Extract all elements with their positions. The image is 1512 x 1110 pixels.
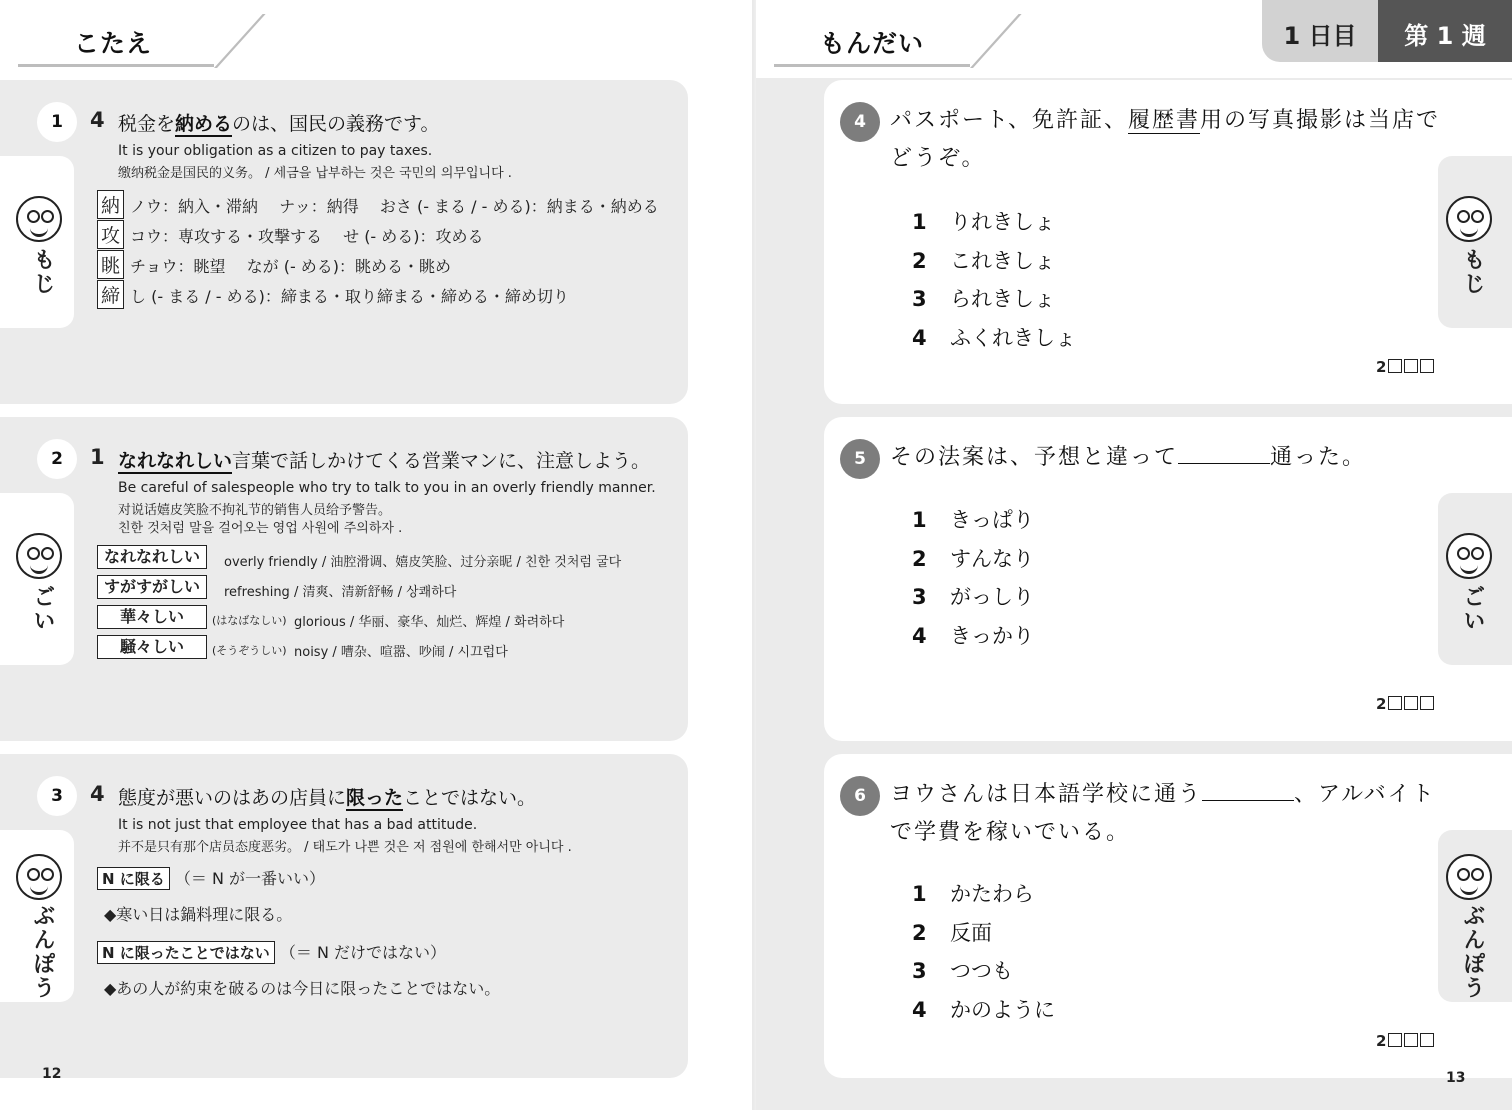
answer-option[interactable]: 1 りれきしょ bbox=[912, 210, 1055, 234]
question-card-5 bbox=[824, 417, 1512, 741]
squirrel-icon bbox=[1446, 533, 1492, 579]
squirrel-icon bbox=[16, 533, 62, 579]
question-number: 2 bbox=[37, 439, 77, 479]
vocab-meaning: overly friendly / 油腔滑调、嬉皮笑脸、过分亲昵 / 친한 것처럼 굴다 bbox=[224, 555, 622, 570]
zh-translation: 对说话嬉皮笑脸不拘礼节的销售人员给予警告。 bbox=[118, 503, 392, 518]
answer-header-title: こたえ bbox=[74, 29, 153, 58]
answer-sentence: 態度が悪いのはあの店員に限ったことではない。 bbox=[118, 787, 537, 809]
answer-header bbox=[18, 14, 248, 66]
answer-card-2 bbox=[0, 417, 688, 741]
section-tab-bunpou: ぶんぽう bbox=[1438, 830, 1512, 1002]
answer-option[interactable]: 1 かたわら bbox=[912, 882, 1034, 906]
answer-number: 1 bbox=[90, 445, 105, 469]
vocab-word: 騒々しい bbox=[97, 635, 207, 659]
question-number: 6 bbox=[840, 776, 880, 816]
owl-icon bbox=[16, 196, 62, 242]
vocab-meaning: noisy / 嘈杂、喧嚣、吵闹 / 시끄럽다 bbox=[294, 645, 508, 660]
answer-card-3 bbox=[0, 754, 688, 1078]
question-number: 4 bbox=[840, 102, 880, 142]
answer-sentence: なれなれしい言葉で話しかけてくる営業マンに、注意しよう。 bbox=[118, 450, 651, 472]
zh-ko-translation: 缴纳税金是国民的义务。 / 세금을 납부하는 것은 국민의 의무입니다 . bbox=[118, 166, 512, 181]
section-tab-goi: ごい bbox=[0, 493, 74, 665]
answer-card-1 bbox=[0, 80, 688, 404]
answer-option[interactable]: 2 反面 bbox=[912, 921, 992, 945]
question-number: 3 bbox=[37, 776, 77, 816]
answer-option[interactable]: 4 きっかり bbox=[912, 624, 1034, 648]
kanji-row: 眺 チョウ：眺望 なが (- める)：眺める・眺め bbox=[97, 250, 451, 279]
vocab-word: なれなれしい bbox=[97, 545, 207, 569]
right-page bbox=[756, 0, 1512, 1110]
question-text: パスポート、免許証、履歴書用の写真撮影は当店で どうぞ。 bbox=[890, 108, 1441, 171]
gorilla-icon bbox=[16, 854, 62, 900]
day-label: 1 日目 bbox=[1262, 0, 1378, 62]
review-checkboxes[interactable]: 2 bbox=[1376, 695, 1434, 713]
review-checkboxes[interactable]: 2 bbox=[1376, 1032, 1434, 1050]
vocab-word: 華々しい bbox=[97, 605, 207, 629]
week-label: 第 1 週 bbox=[1378, 0, 1512, 62]
section-tab-bunpou: ぶんぽう bbox=[0, 830, 74, 1002]
answer-option[interactable]: 4 ふくれきしょ bbox=[912, 326, 1076, 350]
question-card-6 bbox=[824, 754, 1512, 1078]
vocab-reading: (はなばなしい) bbox=[212, 614, 287, 627]
answer-option[interactable]: 4 かのように bbox=[912, 998, 1055, 1022]
answer-blank bbox=[1202, 778, 1294, 801]
section-tab-moji: もじ bbox=[0, 156, 74, 328]
grammar-pattern: N に限る （＝ N が一番いい） bbox=[97, 866, 325, 890]
section-tab-moji: もじ bbox=[1438, 156, 1512, 328]
question-card-4 bbox=[824, 80, 1512, 404]
answer-blank bbox=[1178, 441, 1270, 464]
answer-option[interactable]: 3 がっしり bbox=[912, 585, 1034, 609]
vocab-meaning: refreshing / 清爽、清新舒畅 / 상쾌하다 bbox=[224, 585, 457, 600]
grammar-example: ◆寒い日は鍋料理に限る。 bbox=[104, 905, 293, 924]
review-checkboxes[interactable]: 2 bbox=[1376, 358, 1434, 376]
answer-option[interactable]: 3 られきしょ bbox=[912, 287, 1055, 311]
zh-ko-translation: 并不是只有那个店员态度恶劣。 / 태도가 나쁜 것은 저 점원에 한해서만 아니다 . bbox=[118, 840, 572, 855]
grammar-pattern: N に限ったことではない （＝ N だけではない） bbox=[97, 940, 446, 964]
owl-icon bbox=[1446, 196, 1492, 242]
section-tab-goi: ごい bbox=[1438, 493, 1512, 665]
ko-translation: 친한 것처럼 말을 걸어오는 영업 사원에 주의하자 . bbox=[118, 521, 403, 536]
page-number: 13 bbox=[1446, 1070, 1466, 1086]
english-translation: It is your obligation as a citizen to pay taxes. bbox=[118, 143, 433, 159]
answer-option[interactable]: 3 つつも bbox=[912, 959, 1013, 983]
gorilla-icon bbox=[1446, 854, 1492, 900]
kanji-row: 納 ノウ：納入・滞納 ナッ：納得 おさ (- まる / - める)：納まる・納める bbox=[97, 190, 659, 219]
answer-option[interactable]: 1 きっぱり bbox=[912, 508, 1034, 532]
answer-option[interactable]: 2 これきしょ bbox=[912, 249, 1055, 273]
question-number: 5 bbox=[840, 439, 880, 479]
question-text: その法案は、予想と違って 通った。 bbox=[890, 439, 1450, 477]
kanji-row: 攻 コウ：専攻する・攻撃する せ (- める)：攻める bbox=[97, 220, 484, 249]
kanji-row: 締 し (- まる / - める)：締まる・取り締まる・締める・締め切り bbox=[97, 280, 569, 309]
english-translation: It is not just that employee that has a bad attitude. bbox=[118, 817, 478, 833]
question-text: ヨウさんは日本語学校に通う 、アルバイト で学費を稼いでいる。 bbox=[890, 776, 1450, 852]
vocab-reading: (そうぞうしい) bbox=[212, 644, 287, 657]
question-number: 1 bbox=[37, 102, 77, 142]
answer-number: 4 bbox=[90, 108, 105, 132]
vocab-word: すがすがしい bbox=[97, 575, 207, 599]
vocab-meaning: glorious / 华丽、豪华、灿烂、辉煌 / 화려하다 bbox=[294, 615, 565, 630]
question-header-title: もんだい bbox=[820, 29, 925, 58]
grammar-example: ◆あの人が約束を破るのは今日に限ったことではない。 bbox=[104, 979, 501, 998]
page-number: 12 bbox=[42, 1066, 62, 1082]
answer-sentence: 税金を納めるのは、国民の義務です。 bbox=[118, 113, 440, 135]
question-header bbox=[774, 14, 1004, 66]
answer-option[interactable]: 2 すんなり bbox=[912, 547, 1034, 571]
answer-number: 4 bbox=[90, 782, 105, 806]
english-translation: Be careful of salespeople who try to talk to you in an overly friendly manner. bbox=[118, 480, 656, 496]
